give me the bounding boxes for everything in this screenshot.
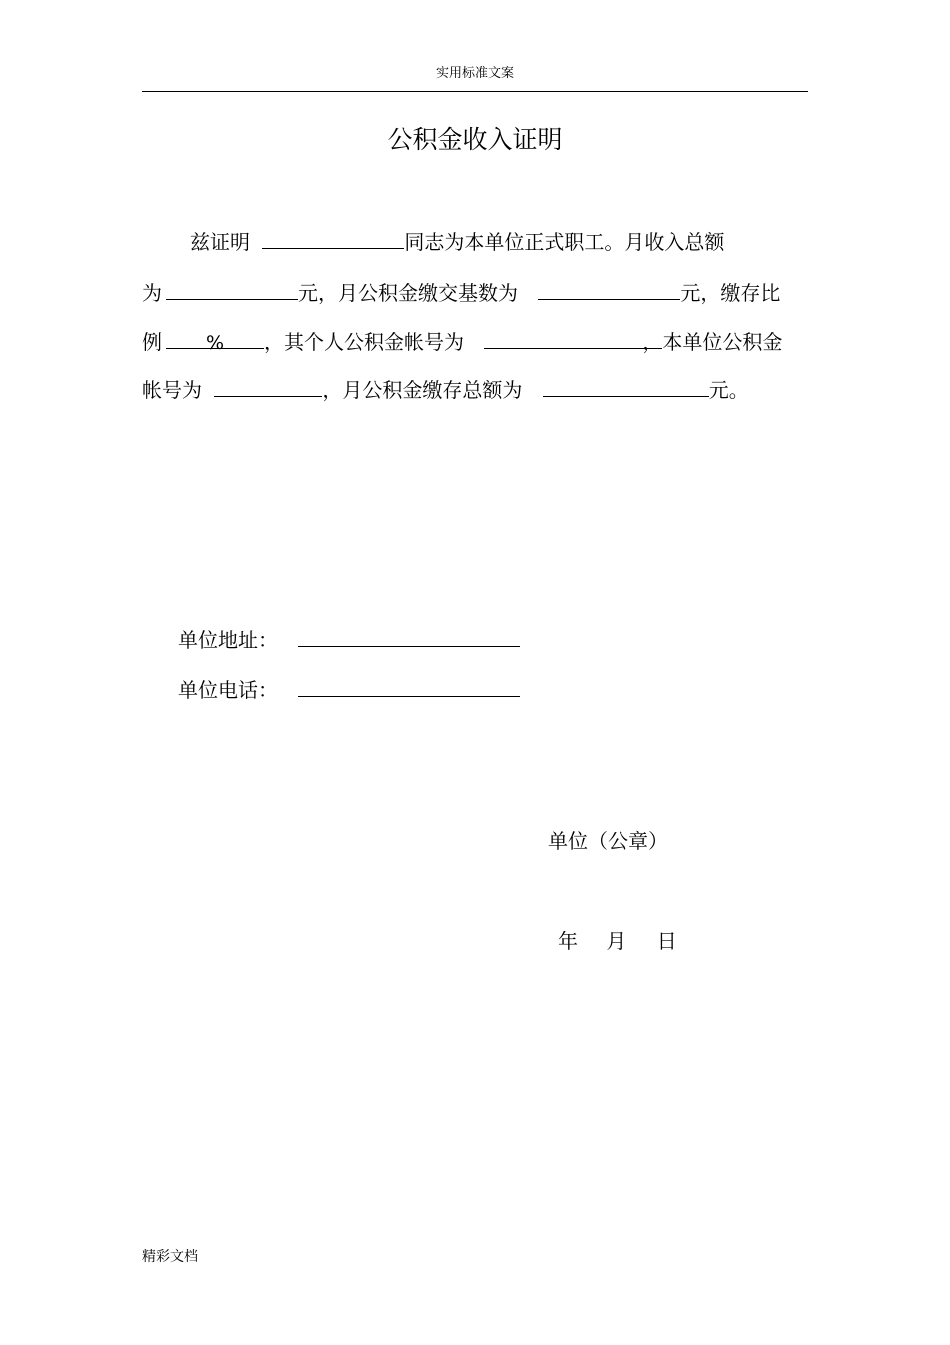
- text-unit-fund: 本单位公积金: [662, 330, 783, 354]
- text-personal-account: ，其个人公积金帐号为: [264, 330, 464, 354]
- contribution-base-field[interactable]: [538, 279, 680, 300]
- paragraph-line-4: [142, 376, 749, 404]
- monthly-income-field[interactable]: [166, 279, 298, 300]
- deposit-ratio-field[interactable]: [166, 328, 264, 354]
- text-employee-status: 同志为本单位正式职工。月收入总额: [404, 230, 725, 254]
- paragraph-line-1: [190, 228, 724, 256]
- paragraph-line-2: [142, 279, 780, 307]
- page-header-text: 实用标准文案: [435, 66, 514, 81]
- text-wei: 为: [142, 281, 162, 305]
- unit-account-field[interactable]: [214, 376, 322, 397]
- text-certify: 兹证明: [190, 230, 250, 254]
- phone-label: 单位电话：: [178, 678, 278, 702]
- percent-sign: %: [205, 332, 225, 354]
- date-year: 年: [558, 929, 578, 953]
- text-account-no: 帐号为: [142, 378, 202, 402]
- date-month: 月: [606, 929, 627, 953]
- phone-field[interactable]: [298, 676, 520, 697]
- text-base-amount: 元，月公积金缴交基数为: [298, 281, 518, 305]
- text-example: 例: [142, 330, 162, 354]
- text-yuan-end: 元。: [708, 378, 749, 402]
- phone-row: [178, 676, 520, 704]
- paragraph-line-3: [142, 328, 782, 356]
- text-deposit-ratio: 元，缴存比: [680, 281, 781, 305]
- address-row: [178, 626, 520, 654]
- header-divider: [142, 91, 808, 92]
- date-day: 日: [656, 929, 677, 953]
- page-footer-text: 精彩文档: [142, 1249, 198, 1265]
- document-title: 公积金收入证明: [387, 125, 563, 154]
- employee-name-field[interactable]: [262, 228, 404, 249]
- unit-seal-label: 单位（公章）: [548, 829, 668, 853]
- address-label: 单位地址：: [178, 628, 278, 652]
- personal-account-field[interactable]: [484, 328, 663, 354]
- date-row: [558, 927, 677, 955]
- total-deposit-field[interactable]: [543, 376, 709, 397]
- text-total-deposit: ，月公积金缴存总额为: [322, 378, 523, 402]
- address-field[interactable]: [298, 626, 520, 647]
- text-comma: ，: [642, 330, 663, 354]
